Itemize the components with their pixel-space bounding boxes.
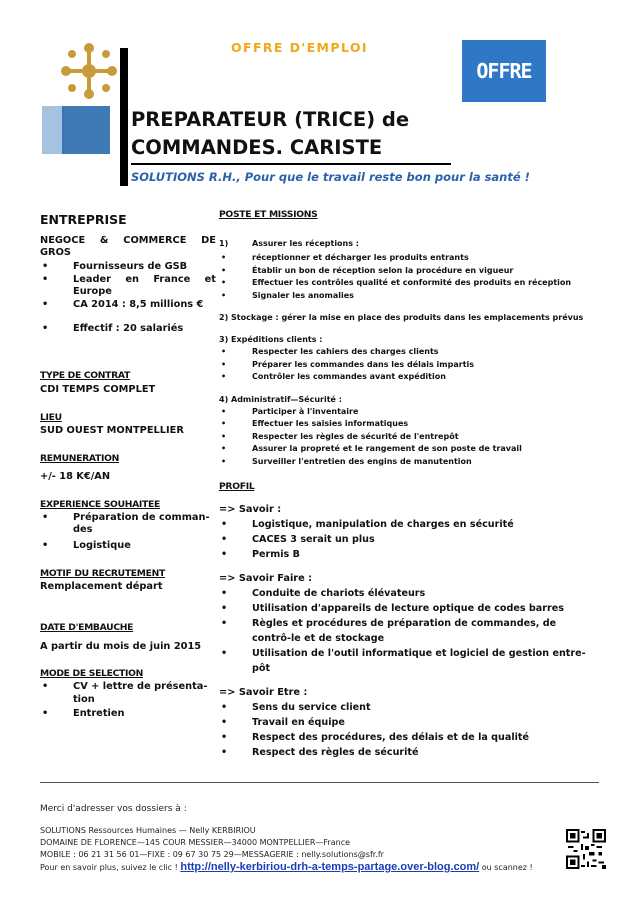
list-item: • Préparation de comman-des: [40, 512, 216, 537]
list-item: • Préparer les commandes dans les délais impartis: [219, 359, 611, 372]
list-item: • Fournisseurs de GSB: [40, 261, 216, 274]
list-item: • Participer à l'inventaire: [219, 406, 611, 419]
profil-body: [219, 502, 611, 760]
list-item: • Utilisation d'appareils de lecture optique de codes barres: [219, 601, 611, 616]
right-column: [219, 209, 611, 760]
mission-2: 2) Stockage : gérer la mise en place des produits dans les emplacements prévus: [219, 313, 584, 322]
list-item: • Contrôler les commandes avant expédition: [219, 371, 611, 384]
list-item: • Effectif : 20 salariés: [40, 323, 216, 336]
mission-1-label: Assurer les réceptions :: [252, 239, 359, 248]
mission-4-title: 4) Administratif—Sécurité :: [219, 394, 342, 404]
footer-more: [40, 861, 560, 874]
title-underline: [131, 163, 451, 165]
job-title-line1: PREPARATEUR (TRICE) de: [131, 108, 410, 131]
mission-4-list: [219, 406, 611, 469]
list-item: • Règles et procédures de préparation de commandes, de contrô-le et de stockage: [219, 616, 611, 646]
list-item: • Établir un bon de réception selon la procédure en vigueur: [219, 265, 611, 278]
entreprise-heading: ENTREPRISE: [40, 212, 127, 227]
footer-divider: [40, 782, 599, 783]
selection-heading: MODE DE SELECTION: [40, 668, 144, 679]
footer-merci: Merci d'adresser vos dossiers à :: [40, 804, 187, 814]
savoir-etre-title: => Savoir Etre :: [219, 687, 308, 698]
footer-company: SOLUTIONS Ressources Humaines — Nelly KERBIRIOU: [40, 826, 256, 835]
motif-value: Remplacement départ: [40, 581, 163, 592]
list-item: • CACES 3 serait un plus: [219, 532, 611, 547]
qr-code-icon[interactable]: [566, 829, 606, 869]
mission-3-title: 3) Expéditions clients :: [219, 335, 323, 344]
selection-list: [40, 681, 216, 721]
list-item: • Leader en France et Europe: [40, 274, 216, 299]
footer-more-suffix: ou scannez !: [481, 863, 533, 872]
savoir-faire-title: => Savoir Faire :: [219, 573, 313, 584]
mission-1-list: [219, 252, 611, 302]
mission-3-list: [219, 346, 611, 384]
logo-square-light: [42, 106, 64, 154]
list-item: • Entretien: [40, 708, 216, 721]
contrat-value: CDI TEMPS COMPLET: [40, 383, 156, 395]
offre-badge: OFFRE: [462, 40, 546, 102]
savoir-faire-list: [219, 586, 611, 676]
poste-heading: POSTE ET MISSIONS: [219, 209, 318, 220]
footer: [40, 803, 560, 874]
list-item: • Sens du service client: [219, 700, 611, 715]
entreprise-list: [40, 261, 216, 336]
list-item: • Utilisation de l'outil informatique et logiciel de gestion entre-pôt: [219, 646, 611, 676]
savoir-title: => Savoir :: [219, 504, 282, 515]
remuneration-heading: REMUNERATION: [40, 452, 119, 464]
left-column: [40, 212, 216, 721]
entreprise-activity: NEGOCE & COMMERCE DE GROS: [40, 235, 216, 258]
date-heading: DATE D'EMBAUCHE: [40, 622, 134, 633]
company-logo-icon: [58, 40, 120, 102]
list-item: • Assurer la propreté et le rangement de son poste de travail: [219, 443, 611, 456]
list-item: • Effectuer les saisies informatiques: [219, 418, 611, 431]
logo-square-blue: [62, 106, 110, 154]
list-item: • Logistique, manipulation de charges en sécurité: [219, 517, 611, 532]
remuneration-value: +/- 18 K€/AN: [40, 470, 111, 482]
tagline: SOLUTIONS R.H., Pour que le travail reste bon pour la santé !: [131, 170, 530, 184]
date-value: A partir du mois de juin 2015: [40, 641, 202, 652]
mission-1-number: 1): [219, 239, 229, 248]
list-item: • Respect des règles de sécurité: [219, 745, 611, 760]
list-item: • Signaler les anomalies: [219, 290, 611, 303]
profil-heading: PROFIL: [219, 481, 255, 492]
list-item: • réceptionner et décharger les produits entrants: [219, 252, 611, 265]
list-item: • CA 2014 : 8,5 millions €: [40, 299, 216, 312]
list-item: • Respect des procédures, des délais et de la qualité: [219, 730, 611, 745]
list-item: • Conduite de chariots élévateurs: [219, 586, 611, 601]
job-title: [131, 106, 409, 162]
lieu-value: SUD OUEST MONTPELLIER: [40, 424, 184, 436]
list-item: • Surveiller l'entretien des engins de manutention: [219, 456, 611, 469]
header-vertical-bar: [120, 48, 128, 186]
offre-emploi-label: OFFRE D'EMPLOI: [231, 40, 368, 55]
lieu-heading: LIEU: [40, 411, 62, 423]
contrat-heading: TYPE DE CONTRAT: [40, 369, 130, 381]
mission-1-title: [219, 238, 611, 250]
savoir-etre-list: [219, 700, 611, 760]
list-item: • Permis B: [219, 547, 611, 562]
footer-more-prefix: Pour en savoir plus, suivez le clic !: [40, 863, 181, 872]
list-item: • Travail en équipe: [219, 715, 611, 730]
savoir-list: [219, 517, 611, 562]
job-title-line2: COMMANDES. CARISTE: [131, 136, 383, 159]
list-item: • Respecter les cahiers des charges clients: [219, 346, 611, 359]
list-item: • CV + lettre de présenta-tion: [40, 681, 216, 706]
footer-contact: MOBILE : 06 21 31 56 01—FIXE : 09 67 30 75 29—MESSAGERIE : nelly.solutions@sfr.fr: [40, 850, 384, 859]
list-item: • Respecter les règles de sécurité de l'entrepôt: [219, 431, 611, 444]
experience-heading: EXPERIENCE SOUHAITEE: [40, 498, 160, 510]
footer-address: DOMAINE DE FLORENCE—145 COUR MESSIER—34000 MONTPELLIER—France: [40, 838, 351, 847]
list-item: • Effectuer les contrôles qualité et conformité des produits en réception: [219, 277, 611, 290]
blog-link[interactable]: http://nelly-kerbiriou-drh-a-temps-partage.over-blog.com/: [180, 861, 480, 873]
experience-list: [40, 512, 216, 553]
list-item: • Logistique: [40, 540, 216, 553]
motif-heading: MOTIF DU RECRUTEMENT: [40, 568, 165, 579]
